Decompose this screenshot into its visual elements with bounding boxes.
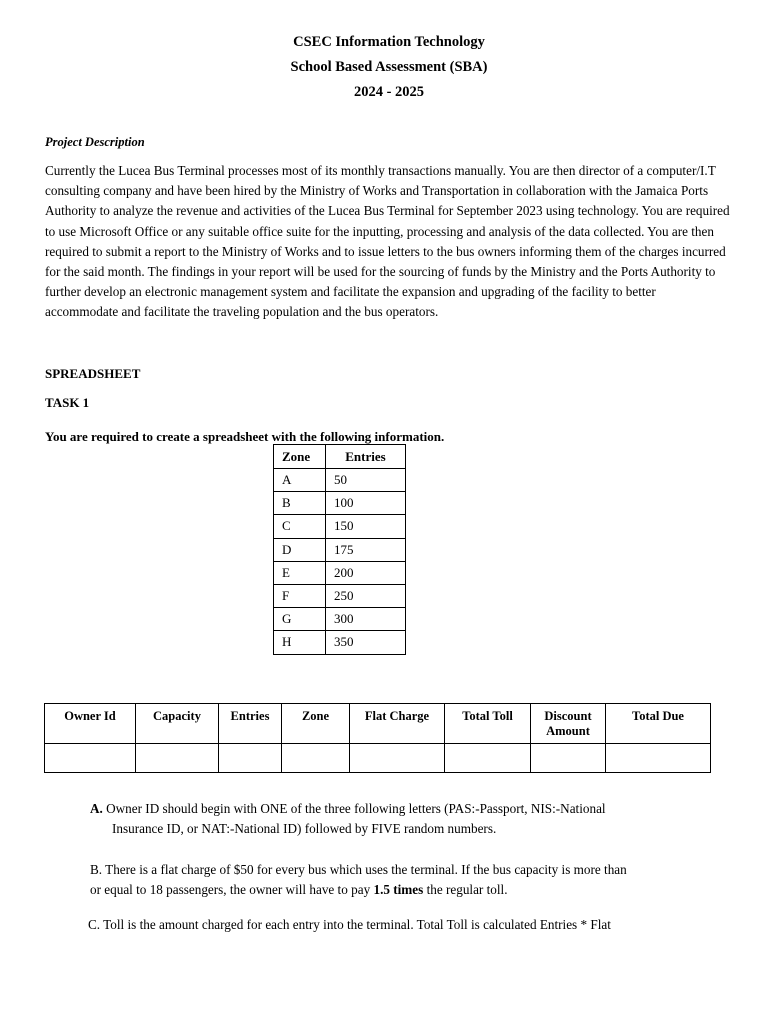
entries-cell: 175 — [326, 538, 406, 561]
zone-cell: G — [274, 608, 326, 631]
zone-cell: E — [274, 561, 326, 584]
empty-cell — [445, 744, 531, 773]
table-row — [45, 744, 711, 773]
entries-cell: 350 — [326, 631, 406, 654]
table-row — [274, 515, 406, 538]
doc-subtitle: School Based Assessment (SBA) — [290, 59, 488, 75]
column-header-total-due: Total Due — [606, 704, 711, 744]
column-header-owner-id: Owner Id — [45, 704, 136, 744]
empty-cell — [219, 744, 282, 773]
empty-cell — [350, 744, 445, 773]
zone-cell: A — [274, 469, 326, 492]
zone-cell: F — [274, 584, 326, 607]
empty-cell — [606, 744, 711, 773]
project-description-heading: Project Description — [45, 135, 145, 149]
empty-cell — [45, 744, 136, 773]
empty-cell — [531, 744, 606, 773]
column-header-zone: Zone — [282, 704, 350, 744]
table-header-row — [274, 445, 406, 469]
doc-year: 2024 - 2025 — [353, 84, 425, 100]
column-header-total-toll: Total Toll — [445, 704, 531, 744]
column-header-capacity: Capacity — [136, 704, 219, 744]
note-c-line1: C. Toll is the amount charged for each entry into the terminal. Total Toll is calculated Entries * Flat — [88, 917, 611, 932]
spreadsheet-heading: SPREADSHEET — [45, 366, 141, 381]
column-header-flat-charge: Flat Charge — [350, 704, 445, 744]
note-b-text: or equal to 18 passengers, the owner will have to pay — [90, 882, 374, 897]
column-header-zone: Zone — [274, 445, 326, 469]
table-row — [274, 469, 406, 492]
entries-cell: 100 — [326, 492, 406, 515]
column-header-entries: Entries — [326, 445, 406, 469]
zone-cell: B — [274, 492, 326, 515]
table-row — [274, 561, 406, 584]
doc-title: CSEC Information Technology — [293, 34, 485, 50]
entries-cell: 200 — [326, 561, 406, 584]
empty-cell — [136, 744, 219, 773]
entries-cell: 150 — [326, 515, 406, 538]
empty-cell — [282, 744, 350, 773]
table-row — [274, 631, 406, 654]
note-b-text-end: the regular toll. — [423, 882, 508, 897]
column-header-entries: Entries — [219, 704, 282, 744]
zone-cell: C — [274, 515, 326, 538]
note-a-line2: Insurance ID, or NAT:-National ID) followed by FIVE random numbers. — [112, 821, 497, 836]
note-b-line2 — [90, 880, 740, 900]
task-heading: TASK 1 — [45, 395, 90, 410]
zone-entries-table — [273, 444, 406, 655]
note-b-emphasis: 1.5 times — [373, 882, 424, 897]
note-a-line1: Owner ID should begin with ONE of the three following letters (PAS:-Passport, NIS:-National — [106, 801, 606, 816]
table-header-row — [45, 704, 711, 744]
table-row — [274, 608, 406, 631]
owner-charges-table — [44, 703, 711, 773]
note-a-label: A. — [90, 801, 103, 816]
task-instruction: You are required to create a spreadsheet with the following information. — [45, 429, 445, 444]
note-a — [90, 799, 730, 819]
table-row — [274, 584, 406, 607]
note-b-line1: B. There is a flat charge of $50 for every bus which uses the terminal. If the bus capacity is more than — [90, 862, 627, 877]
zone-cell: D — [274, 538, 326, 561]
entries-cell: 250 — [326, 584, 406, 607]
entries-cell: 300 — [326, 608, 406, 631]
table-row — [274, 538, 406, 561]
project-description-body: Currently the Lucea Bus Terminal processes most of its monthly transactions manually. You are then director of a computer/I.T consulting company and have been hired by the Ministry of Works and Transportation in collaboration with the Jamaica Ports Authority to analyze the revenue and activities of the Lucea Bus Terminal for September 2023 using technology. You are required to use Microsoft Office or any suitable office suite for the inputting, processing and analysis of the data collected. You are then required to submit a report to the Ministry of Works and to issue letters to the bus owners informing them of the charges incurred for the said month. The findings in your report will be used for the sourcing of funds by the Ministry and the Ports Authority to further develop an electronic management system and facilitate the expansion and upgrading of the facility to better accommodate and facilitate the traveling population and the bus operators. — [45, 163, 730, 320]
zone-cell: H — [274, 631, 326, 654]
entries-cell: 50 — [326, 469, 406, 492]
column-header-discount-amount: Discount Amount — [531, 704, 606, 744]
table-row — [274, 492, 406, 515]
